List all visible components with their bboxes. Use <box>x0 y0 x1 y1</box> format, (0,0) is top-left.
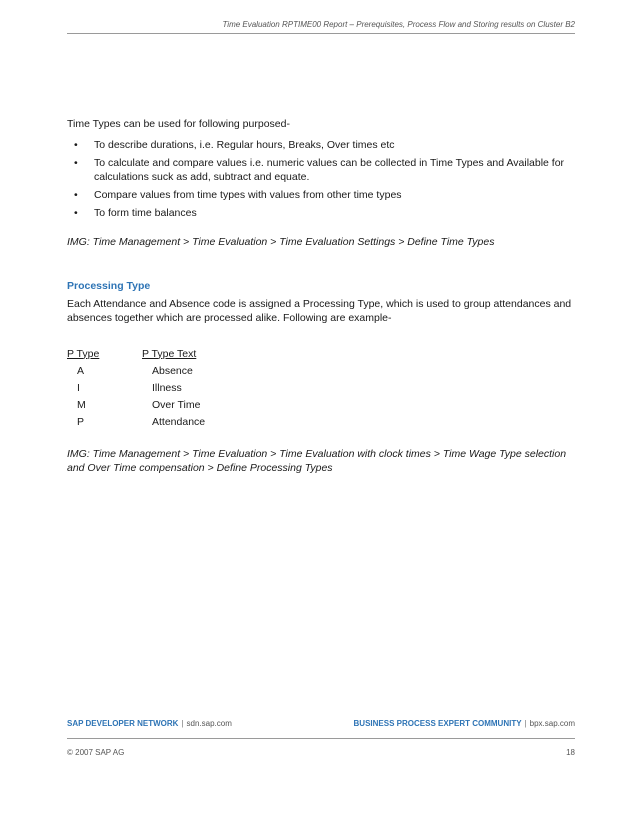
img-path-processing-types: IMG: Time Management > Time Evaluation > Time Evaluation with clock times > Time Wage Type selection and Over Time compensation > Define Processing Types <box>67 448 567 474</box>
column-header: P Type Text <box>142 347 197 360</box>
processing-type-table <box>67 345 302 430</box>
list-item: • To describe durations, i.e. Regular hours, Breaks, Over times etc <box>74 139 395 151</box>
footer-separator: | <box>181 719 184 728</box>
footer-separator: | <box>524 719 527 728</box>
sdn-link[interactable]: sdn.sap.com <box>186 719 232 728</box>
table-row <box>67 396 302 413</box>
page-header: Time Evaluation RPTIME00 Report – Prerequisites, Process Flow and Storing results on Cluster B2 <box>67 20 575 34</box>
section-paragraph: Each Attendance and Absence code is assigned a Processing Type, which is used to group attendances and absences together which are processed alike. Following are example- <box>67 298 572 324</box>
copyright-text: © 2007 SAP AG <box>67 748 125 757</box>
copyright-row <box>67 748 575 757</box>
sdn-brand: SAP DEVELOPER NETWORK <box>67 719 179 728</box>
img-path-time-types: IMG: Time Management > Time Evaluation > Time Evaluation Settings > Define Time Types <box>67 236 495 248</box>
table-row <box>67 362 302 379</box>
bullet-icon: • <box>74 139 78 151</box>
list-item: • To calculate and compare values i.e. numeric values can be collected in Time Types and Available for calculations suck as add, subtract and equate. <box>74 157 565 183</box>
p-type-text: Over Time <box>152 398 201 411</box>
bpx-brand: BUSINESS PROCESS EXPERT COMMUNITY <box>353 719 522 728</box>
table-row <box>67 413 302 430</box>
p-type-code: I <box>77 381 80 394</box>
bullet-icon: • <box>74 207 78 219</box>
bullet-icon: • <box>74 189 78 201</box>
p-type-code: A <box>77 364 85 377</box>
bpx-link[interactable]: bpx.sap.com <box>529 719 575 728</box>
table-header-row <box>67 345 302 362</box>
p-type-text: Attendance <box>152 415 206 428</box>
footer-left <box>67 719 232 728</box>
table-row <box>67 379 302 396</box>
bullet-icon: • <box>74 157 78 169</box>
p-type-text: Illness <box>152 381 182 394</box>
list-item: • To form time balances <box>74 207 197 219</box>
page-footer <box>67 719 575 739</box>
column-header: P Type <box>67 347 100 360</box>
list-item: • Compare values from time types with values from other time types <box>74 189 402 201</box>
intro-text: Time Types can be used for following purposed- <box>67 118 290 130</box>
p-type-text: Absence <box>152 364 193 377</box>
p-type-code: P <box>77 415 85 428</box>
page-number: 18 <box>566 748 575 757</box>
p-type-code: M <box>77 398 86 411</box>
section-title: Processing Type <box>67 280 151 292</box>
purpose-list <box>67 138 575 224</box>
footer-right <box>354 719 575 728</box>
